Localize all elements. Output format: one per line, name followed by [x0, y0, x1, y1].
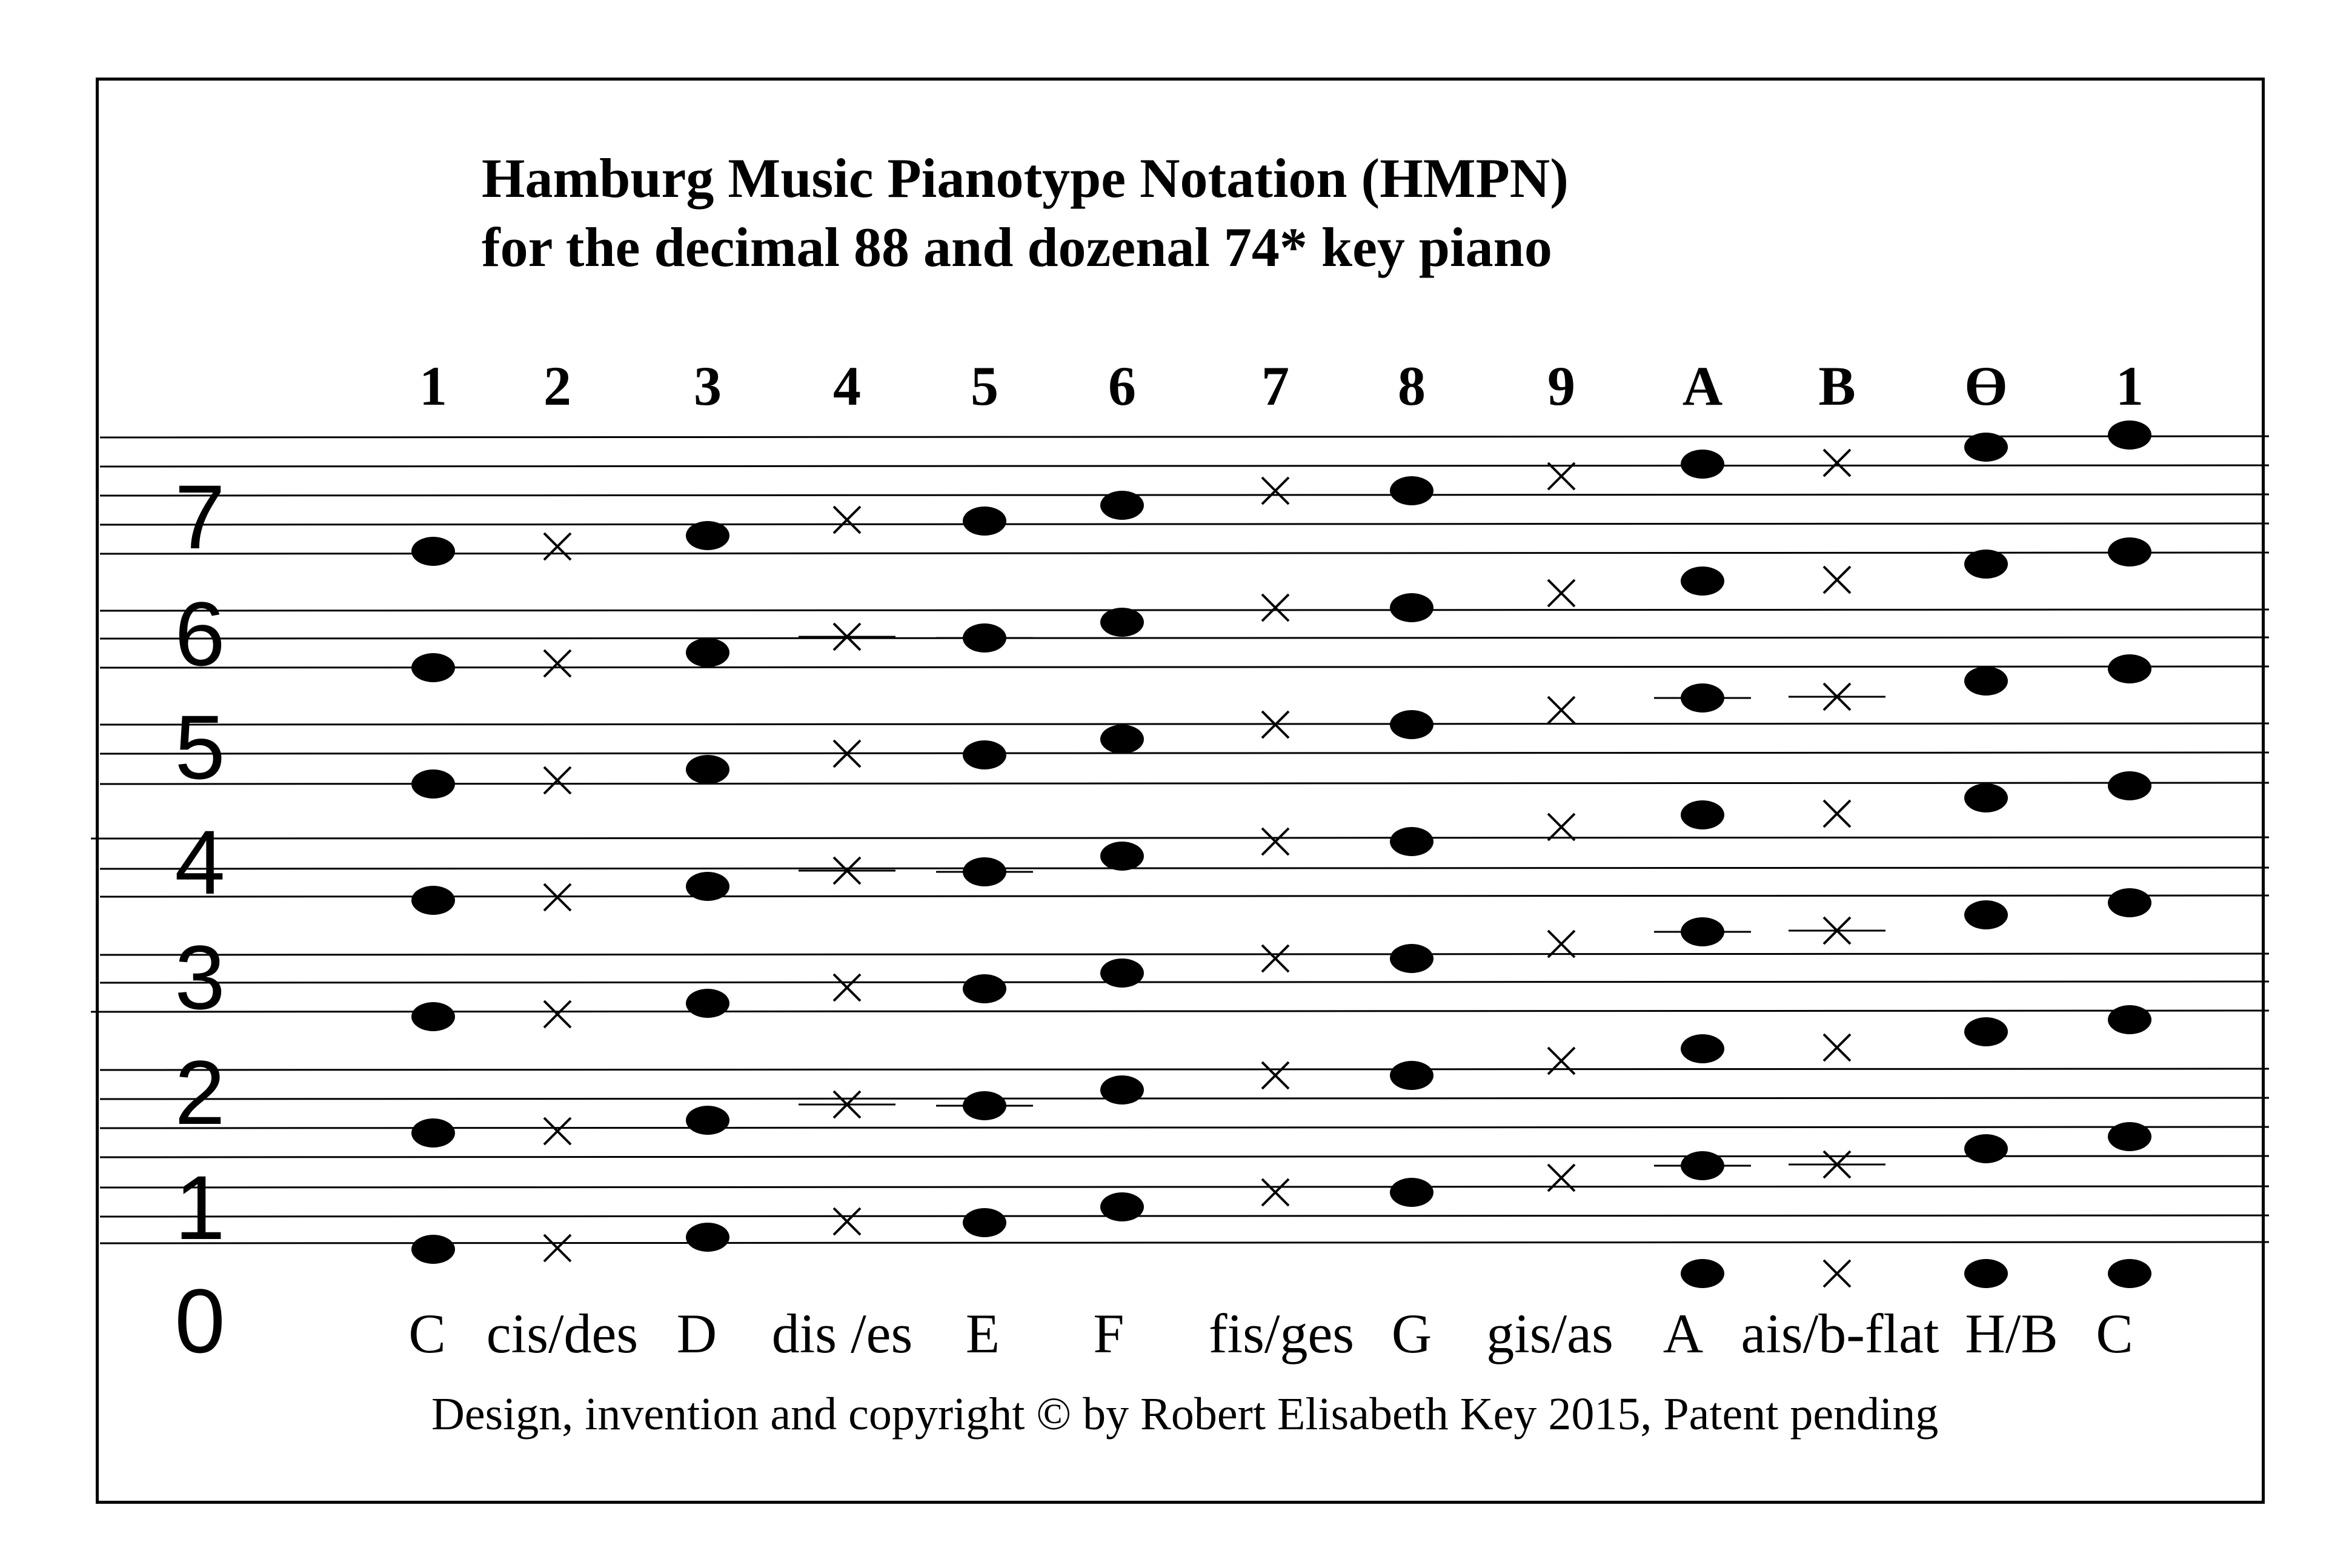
column-number: 5 — [971, 355, 998, 417]
staff-line — [100, 610, 2269, 611]
note-head — [411, 769, 455, 799]
note-head — [1964, 783, 2008, 812]
note-cross — [1262, 945, 1289, 972]
octave-label-0: 0 — [174, 1270, 225, 1372]
note-cross — [834, 974, 860, 1001]
note-cross — [1824, 1260, 1850, 1287]
staff-line — [91, 837, 2269, 839]
column-number: 2 — [543, 355, 571, 417]
note-head — [1681, 683, 1724, 713]
note-head — [1100, 725, 1144, 754]
staff-line — [100, 1098, 2269, 1099]
staff-line — [100, 1186, 2269, 1188]
note-cross — [1824, 450, 1850, 476]
note-head — [1964, 1259, 2008, 1288]
note-head — [411, 1118, 455, 1148]
note-head — [1390, 1178, 1433, 1207]
note-head — [1964, 666, 2008, 696]
note-cross — [834, 1208, 860, 1235]
column-number: 6 — [1108, 355, 1136, 417]
note-head — [686, 989, 729, 1018]
note-head — [2108, 654, 2151, 683]
note-head — [1681, 1259, 1724, 1288]
note-head — [411, 537, 455, 566]
column-number: 8 — [1398, 355, 1426, 417]
column-number: B — [1818, 355, 1856, 417]
note-cross — [544, 1118, 571, 1144]
note-cross — [1824, 800, 1850, 827]
note-name: C — [2096, 1303, 2133, 1364]
staff-line — [100, 1069, 2269, 1070]
note-name: ais/b-flat — [1741, 1303, 1939, 1364]
note-head — [2108, 1005, 2151, 1034]
title-line-1: Hamburg Music Pianotype Notation (HMPN) — [482, 147, 1569, 209]
note-head — [1100, 1192, 1144, 1221]
copyright-credit: Design, invention and copyright © by Robert Elisabeth Key 2015, Patent pending — [431, 1389, 1939, 1440]
note-head — [411, 1002, 455, 1031]
note-cross — [1548, 697, 1575, 723]
octave-label-1: 1 — [174, 1157, 225, 1258]
staff-line — [100, 1215, 2269, 1217]
note-cross — [1548, 463, 1575, 490]
note-head — [1681, 450, 1724, 479]
note-head — [1681, 566, 1724, 596]
note-cross — [1548, 580, 1575, 606]
column-number: 1 — [2116, 355, 2144, 417]
note-head — [2108, 771, 2151, 800]
note-head — [1100, 1075, 1144, 1105]
note-cross — [1548, 814, 1575, 840]
staff-line — [100, 494, 2269, 496]
note-head — [686, 755, 729, 784]
octave-label-5: 5 — [174, 696, 225, 798]
note-head — [1100, 491, 1144, 520]
note-cross — [1824, 1034, 1850, 1061]
note-head — [963, 1091, 1006, 1120]
staff-line — [100, 723, 2269, 725]
column-number: Ɵ — [1964, 355, 2008, 417]
note-cross — [544, 650, 571, 677]
note-head — [1681, 917, 1724, 946]
note-head — [963, 623, 1006, 653]
note-cross — [1262, 1062, 1289, 1089]
note-name: D — [676, 1303, 717, 1364]
column-number: 1 — [419, 355, 447, 417]
note-name: G — [1391, 1303, 1432, 1364]
note-head — [2108, 537, 2151, 566]
note-name: H/B — [1965, 1303, 2058, 1364]
octave-label-6: 6 — [174, 583, 225, 685]
note-head — [1390, 1061, 1433, 1090]
note-head — [1681, 1034, 1724, 1063]
note-cross — [1262, 477, 1289, 504]
note-name: C — [408, 1303, 446, 1364]
note-name: E — [965, 1303, 1000, 1364]
note-cross — [544, 1001, 571, 1028]
note-cross — [1262, 828, 1289, 855]
note-head — [1390, 827, 1433, 856]
column-number: 3 — [694, 355, 722, 417]
note-cross — [544, 533, 571, 560]
staff-line — [100, 868, 2269, 869]
staff-line — [100, 1156, 2269, 1157]
octave-label-7: 7 — [174, 466, 225, 568]
note-name: A — [1663, 1303, 1704, 1364]
note-head — [1964, 1134, 2008, 1163]
note-head — [963, 974, 1006, 1003]
column-number: A — [1682, 355, 1723, 417]
note-head — [1390, 476, 1433, 505]
note-cross — [1824, 566, 1850, 593]
note-head — [686, 521, 729, 550]
column-number: 7 — [1261, 355, 1289, 417]
note-head — [2108, 1122, 2151, 1151]
note-name: cis/des — [486, 1303, 639, 1364]
note-head — [686, 1223, 729, 1252]
note-head — [1964, 900, 2008, 929]
note-name: fis/ges — [1208, 1303, 1355, 1364]
note-head — [963, 740, 1006, 769]
note-head — [411, 1235, 455, 1264]
note-head — [411, 886, 455, 915]
title-line-2: for the decimal 88 and dozenal 74* key piano — [482, 216, 1552, 278]
note-head — [686, 1106, 729, 1135]
note-head — [1681, 800, 1724, 829]
note-head — [411, 653, 455, 682]
note-head — [2108, 888, 2151, 917]
staff-line — [100, 436, 2269, 437]
staff-line — [100, 637, 2269, 639]
note-name: dis /es — [771, 1303, 913, 1364]
octave-labels — [174, 466, 225, 1372]
staff-line — [100, 523, 2269, 525]
note-head — [1964, 1017, 2008, 1046]
column-number: 9 — [1547, 355, 1575, 417]
octave-label-2: 2 — [174, 1041, 225, 1143]
note-head — [963, 507, 1006, 536]
note-cross — [1262, 1179, 1289, 1206]
note-names — [408, 1303, 2133, 1364]
note-cross — [1548, 1048, 1575, 1074]
note-head — [1390, 593, 1433, 622]
note-head — [2108, 420, 2151, 450]
staff-line — [100, 465, 2269, 467]
notes — [411, 420, 2151, 1288]
note-head — [1100, 842, 1144, 871]
note-head — [1964, 550, 2008, 579]
note-head — [2108, 1259, 2151, 1288]
note-head — [1681, 1151, 1724, 1180]
note-name: F — [1093, 1303, 1125, 1364]
note-head — [686, 638, 729, 667]
staff-line — [100, 752, 2269, 754]
note-head — [1100, 958, 1144, 988]
staff-line — [100, 982, 2269, 983]
note-head — [1390, 710, 1433, 739]
note-head — [963, 857, 1006, 886]
note-cross — [834, 507, 860, 533]
note-name: gis/as — [1486, 1303, 1613, 1364]
note-cross — [544, 767, 571, 794]
note-head — [1390, 944, 1433, 973]
octave-label-4: 4 — [174, 811, 225, 913]
column-number: 4 — [833, 355, 861, 417]
note-head — [963, 1208, 1006, 1237]
column-numbers — [419, 355, 2144, 417]
note-cross — [1262, 594, 1289, 621]
note-head — [1964, 433, 2008, 462]
note-head — [1100, 608, 1144, 637]
note-head — [686, 872, 729, 901]
octave-label-3: 3 — [174, 926, 225, 1028]
staff-line — [100, 954, 2269, 955]
note-cross — [544, 1235, 571, 1261]
